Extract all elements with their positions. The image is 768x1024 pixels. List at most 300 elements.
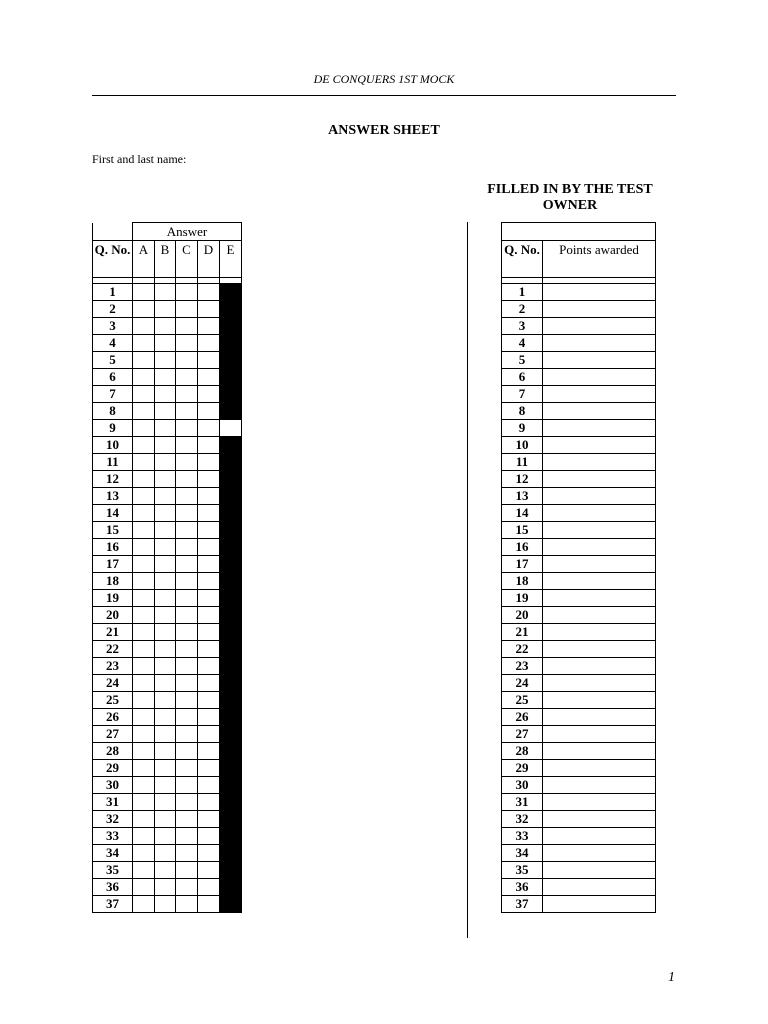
answer-cell-disabled	[220, 726, 242, 743]
answer-cell-d[interactable]	[198, 505, 220, 522]
answer-cell-d[interactable]	[198, 624, 220, 641]
owner-row	[502, 726, 656, 743]
question-number: 16	[93, 539, 133, 556]
answer-row	[93, 845, 242, 862]
answer-row	[93, 896, 242, 913]
points-cell[interactable]	[543, 811, 656, 828]
answer-cell-b[interactable]	[155, 828, 176, 845]
owner-row	[502, 352, 656, 369]
answer-cell-a[interactable]	[133, 658, 155, 675]
answer-cell-d[interactable]	[198, 369, 220, 386]
owner-section-title: FILLED IN BY THE TEST OWNER	[487, 182, 653, 213]
answer-row	[93, 811, 242, 828]
answer-cell-c[interactable]	[176, 811, 198, 828]
answer-cell-c[interactable]	[176, 590, 198, 607]
answer-cell-c[interactable]	[176, 845, 198, 862]
owner-row	[502, 879, 656, 896]
answer-cell-disabled	[220, 454, 242, 471]
answer-cell-a[interactable]	[133, 726, 155, 743]
points-cell[interactable]	[543, 845, 656, 862]
question-number: 32	[93, 811, 133, 828]
answer-cell-c[interactable]	[176, 420, 198, 437]
points-cell[interactable]	[543, 726, 656, 743]
question-number: 17	[502, 556, 543, 573]
question-number: 37	[93, 896, 133, 913]
question-number: 24	[93, 675, 133, 692]
answer-cell-d[interactable]	[198, 743, 220, 760]
points-cell[interactable]	[543, 709, 656, 726]
question-number: 34	[502, 845, 543, 862]
question-number: 23	[502, 658, 543, 675]
option-header-d: D	[198, 241, 220, 278]
answer-cell-b[interactable]	[155, 794, 176, 811]
qno-header: Q. No.	[502, 241, 543, 278]
answer-cell-b[interactable]	[155, 709, 176, 726]
points-cell[interactable]	[543, 556, 656, 573]
question-number: 31	[502, 794, 543, 811]
points-cell[interactable]	[543, 505, 656, 522]
answer-cell-c[interactable]	[176, 743, 198, 760]
answer-row	[93, 505, 242, 522]
points-cell[interactable]	[543, 437, 656, 454]
answer-cell-c[interactable]	[176, 896, 198, 913]
answer-cell-a[interactable]	[133, 777, 155, 794]
answer-cell-a[interactable]	[133, 454, 155, 471]
answer-row	[93, 352, 242, 369]
points-cell[interactable]	[543, 641, 656, 658]
answer-cell-a[interactable]	[133, 471, 155, 488]
question-number: 28	[93, 743, 133, 760]
points-cell[interactable]	[543, 862, 656, 879]
answer-cell-a[interactable]	[133, 522, 155, 539]
question-number: 18	[502, 573, 543, 590]
answer-cell-c[interactable]	[176, 437, 198, 454]
answer-cell-disabled	[220, 777, 242, 794]
answer-row	[93, 709, 242, 726]
option-header-b: B	[155, 241, 176, 278]
answer-cell-c[interactable]	[176, 369, 198, 386]
answer-cell-c[interactable]	[176, 828, 198, 845]
answer-cell-c[interactable]	[176, 641, 198, 658]
answer-row	[93, 437, 242, 454]
owner-row	[502, 641, 656, 658]
answer-cell-b[interactable]	[155, 437, 176, 454]
answer-cell-c[interactable]	[176, 301, 198, 318]
answer-cell-c[interactable]	[176, 675, 198, 692]
answer-cell-a[interactable]	[133, 437, 155, 454]
answer-cell-disabled	[220, 505, 242, 522]
points-cell[interactable]	[543, 879, 656, 896]
question-number: 7	[502, 386, 543, 403]
answer-row	[93, 743, 242, 760]
answer-row	[93, 675, 242, 692]
answer-cell-b[interactable]	[155, 505, 176, 522]
question-number: 27	[93, 726, 133, 743]
answer-cell-d[interactable]	[198, 658, 220, 675]
sheet-title: ANSWER SHEET	[328, 123, 440, 138]
answer-cell-d[interactable]	[198, 403, 220, 420]
question-number: 11	[502, 454, 543, 471]
question-number: 5	[93, 352, 133, 369]
points-cell[interactable]	[543, 573, 656, 590]
answer-row	[93, 658, 242, 675]
question-number: 32	[502, 811, 543, 828]
points-cell[interactable]	[543, 488, 656, 505]
question-number: 23	[93, 658, 133, 675]
points-cell[interactable]	[543, 318, 656, 335]
answer-cell-disabled	[220, 284, 242, 301]
name-label: First and last name:	[92, 152, 187, 166]
answer-cell-b[interactable]	[155, 403, 176, 420]
answer-cell-d[interactable]	[198, 539, 220, 556]
answer-cell-d[interactable]	[198, 318, 220, 335]
owner-row	[502, 386, 656, 403]
answer-cell-b[interactable]	[155, 607, 176, 624]
answer-row	[93, 369, 242, 386]
answer-cell-d[interactable]	[198, 386, 220, 403]
answer-cell-a[interactable]	[133, 794, 155, 811]
answer-cell-d[interactable]	[198, 862, 220, 879]
answer-cell-d[interactable]	[198, 845, 220, 862]
answer-cell-a[interactable]	[133, 862, 155, 879]
points-cell[interactable]	[543, 471, 656, 488]
answer-cell-d[interactable]	[198, 352, 220, 369]
owner-row	[502, 488, 656, 505]
answer-cell-c[interactable]	[176, 403, 198, 420]
answer-cell-d[interactable]	[198, 777, 220, 794]
answer-cell-c[interactable]	[176, 284, 198, 301]
answer-cell-c[interactable]	[176, 879, 198, 896]
answer-cell-a[interactable]	[133, 624, 155, 641]
points-cell[interactable]	[543, 896, 656, 913]
answer-cell-a[interactable]	[133, 641, 155, 658]
question-number: 21	[93, 624, 133, 641]
answer-cell-d[interactable]	[198, 301, 220, 318]
answer-cell-disabled	[220, 828, 242, 845]
answer-row	[93, 607, 242, 624]
answer-cell-b[interactable]	[155, 777, 176, 794]
answer-cell-d[interactable]	[198, 488, 220, 505]
answer-row	[93, 624, 242, 641]
answer-cell-disabled	[220, 743, 242, 760]
answer-cell-a[interactable]	[133, 318, 155, 335]
answer-cell-b[interactable]	[155, 760, 176, 777]
answer-row	[93, 879, 242, 896]
answer-cell-b[interactable]	[155, 556, 176, 573]
question-number: 25	[93, 692, 133, 709]
points-cell[interactable]	[543, 369, 656, 386]
answer-cell-a[interactable]	[133, 335, 155, 352]
question-number: 15	[502, 522, 543, 539]
question-number: 20	[93, 607, 133, 624]
owner-row	[502, 743, 656, 760]
answer-row	[93, 522, 242, 539]
question-number: 2	[502, 301, 543, 318]
owner-row	[502, 284, 656, 301]
answer-cell-b[interactable]	[155, 726, 176, 743]
answer-cell-c[interactable]	[176, 488, 198, 505]
answer-cell-a[interactable]	[133, 828, 155, 845]
answer-cell-a[interactable]	[133, 556, 155, 573]
points-cell[interactable]	[543, 794, 656, 811]
question-number: 4	[502, 335, 543, 352]
answer-cell-b[interactable]	[155, 811, 176, 828]
points-cell[interactable]	[543, 301, 656, 318]
answer-cell-d[interactable]	[198, 709, 220, 726]
answer-cell-b[interactable]	[155, 743, 176, 760]
option-header-a: A	[133, 241, 155, 278]
points-cell[interactable]	[543, 760, 656, 777]
answer-cell-c[interactable]	[176, 709, 198, 726]
answer-cell-b[interactable]	[155, 658, 176, 675]
answer-cell-disabled	[220, 369, 242, 386]
question-number: 1	[93, 284, 133, 301]
answer-cell-a[interactable]	[133, 403, 155, 420]
answer-cell-d[interactable]	[198, 692, 220, 709]
answer-cell-b[interactable]	[155, 471, 176, 488]
points-cell[interactable]	[543, 590, 656, 607]
points-cell[interactable]	[543, 539, 656, 556]
answer-cell-a[interactable]	[133, 743, 155, 760]
answer-cell-b[interactable]	[155, 488, 176, 505]
answer-cell-d[interactable]	[198, 471, 220, 488]
answer-cell-c[interactable]	[176, 471, 198, 488]
points-cell[interactable]	[543, 420, 656, 437]
answer-cell-a[interactable]	[133, 675, 155, 692]
header-rule	[92, 95, 676, 96]
question-number: 8	[502, 403, 543, 420]
answer-cell-b[interactable]	[155, 369, 176, 386]
answer-cell-d[interactable]	[198, 726, 220, 743]
answer-row	[93, 828, 242, 845]
question-number: 6	[93, 369, 133, 386]
owner-row	[502, 624, 656, 641]
owner-row	[502, 301, 656, 318]
answer-cell-d[interactable]	[198, 828, 220, 845]
answer-cell-a[interactable]	[133, 539, 155, 556]
answer-cell-b[interactable]	[155, 301, 176, 318]
question-number: 22	[93, 641, 133, 658]
answer-cell-disabled	[220, 862, 242, 879]
points-cell[interactable]	[543, 692, 656, 709]
owner-row	[502, 335, 656, 352]
answer-cell-a[interactable]	[133, 420, 155, 437]
answer-cell-a[interactable]	[133, 505, 155, 522]
question-number: 29	[502, 760, 543, 777]
answer-cell-c[interactable]	[176, 335, 198, 352]
answer-row	[93, 386, 242, 403]
answer-cell-c[interactable]	[176, 777, 198, 794]
answer-cell-d[interactable]	[198, 454, 220, 471]
answer-cell-d[interactable]	[198, 879, 220, 896]
answer-cell-d[interactable]	[198, 811, 220, 828]
answer-cell-d[interactable]	[198, 573, 220, 590]
owner-row	[502, 573, 656, 590]
points-cell[interactable]	[543, 386, 656, 403]
answer-row	[93, 471, 242, 488]
answer-cell-b[interactable]	[155, 590, 176, 607]
answer-cell-disabled	[220, 386, 242, 403]
answer-cell-b[interactable]	[155, 692, 176, 709]
answer-cell-c[interactable]	[176, 624, 198, 641]
points-cell[interactable]	[543, 403, 656, 420]
answer-cell-d[interactable]	[198, 522, 220, 539]
question-number: 19	[93, 590, 133, 607]
question-number: 3	[93, 318, 133, 335]
points-cell[interactable]	[543, 743, 656, 760]
answer-cell-d[interactable]	[198, 607, 220, 624]
answer-cell-c[interactable]	[176, 318, 198, 335]
column-divider	[467, 222, 468, 938]
owner-row	[502, 437, 656, 454]
answer-cell-b[interactable]	[155, 896, 176, 913]
question-number: 3	[502, 318, 543, 335]
answer-cell-d[interactable]	[198, 556, 220, 573]
question-number: 26	[93, 709, 133, 726]
answer-cell-b[interactable]	[155, 879, 176, 896]
answer-cell-a[interactable]	[133, 369, 155, 386]
answer-cell-b[interactable]	[155, 522, 176, 539]
answer-cell-a[interactable]	[133, 760, 155, 777]
answer-cell-c[interactable]	[176, 862, 198, 879]
answer-cell-a[interactable]	[133, 573, 155, 590]
answer-cell-d[interactable]	[198, 896, 220, 913]
answer-cell-c[interactable]	[176, 454, 198, 471]
question-number: 22	[502, 641, 543, 658]
question-number: 34	[93, 845, 133, 862]
owner-row	[502, 862, 656, 879]
answer-cell-disabled	[220, 301, 242, 318]
answer-cell-c[interactable]	[176, 692, 198, 709]
question-number: 31	[93, 794, 133, 811]
answer-cell-d[interactable]	[198, 641, 220, 658]
answer-cell-disabled	[220, 352, 242, 369]
answer-cell-d[interactable]	[198, 590, 220, 607]
question-number: 35	[502, 862, 543, 879]
answer-cell-a[interactable]	[133, 590, 155, 607]
question-number: 4	[93, 335, 133, 352]
answer-row	[93, 556, 242, 573]
answer-cell-a[interactable]	[133, 284, 155, 301]
answer-cell-d[interactable]	[198, 437, 220, 454]
answer-cell-d[interactable]	[198, 420, 220, 437]
answer-cell-b[interactable]	[155, 284, 176, 301]
answer-cell-c[interactable]	[176, 556, 198, 573]
answer-cell-c[interactable]	[176, 386, 198, 403]
points-cell[interactable]	[543, 284, 656, 301]
points-cell[interactable]	[543, 352, 656, 369]
answer-cell-c[interactable]	[176, 573, 198, 590]
answer-cell-b[interactable]	[155, 862, 176, 879]
owner-row	[502, 454, 656, 471]
answer-cell-b[interactable]	[155, 573, 176, 590]
answer-group-header: Answer	[133, 223, 242, 241]
answer-cell-c[interactable]	[176, 658, 198, 675]
points-cell[interactable]	[543, 624, 656, 641]
answer-cell-d[interactable]	[198, 794, 220, 811]
answer-cell-a[interactable]	[133, 896, 155, 913]
answer-cell-c[interactable]	[176, 726, 198, 743]
answer-cell-b[interactable]	[155, 386, 176, 403]
answer-cell-c[interactable]	[176, 522, 198, 539]
question-number: 35	[93, 862, 133, 879]
answer-cell-c[interactable]	[176, 505, 198, 522]
points-cell[interactable]	[543, 675, 656, 692]
answer-cell-disabled	[220, 658, 242, 675]
answer-cell-c[interactable]	[176, 352, 198, 369]
answer-cell-c[interactable]	[176, 539, 198, 556]
answer-cell-a[interactable]	[133, 352, 155, 369]
points-cell[interactable]	[543, 777, 656, 794]
owner-row	[502, 318, 656, 335]
answer-cell-d[interactable]	[198, 335, 220, 352]
answer-cell-disabled	[220, 318, 242, 335]
question-number: 6	[502, 369, 543, 386]
owner-row	[502, 709, 656, 726]
answer-cell-a[interactable]	[133, 386, 155, 403]
points-cell[interactable]	[543, 658, 656, 675]
answer-cell-disabled	[220, 335, 242, 352]
answer-cell-b[interactable]	[155, 335, 176, 352]
points-cell[interactable]	[543, 335, 656, 352]
answer-cell-disabled	[220, 573, 242, 590]
answer-row	[93, 284, 242, 301]
answer-cell-b[interactable]	[155, 539, 176, 556]
answer-cell-b[interactable]	[155, 454, 176, 471]
points-cell[interactable]	[543, 454, 656, 471]
answer-cell-d[interactable]	[198, 675, 220, 692]
question-number: 11	[93, 454, 133, 471]
answer-cell-a[interactable]	[133, 301, 155, 318]
answer-cell-b[interactable]	[155, 352, 176, 369]
question-number: 36	[93, 879, 133, 896]
answer-cell-b[interactable]	[155, 318, 176, 335]
question-number: 20	[502, 607, 543, 624]
answer-cell-disabled	[220, 488, 242, 505]
answer-cell-disabled	[220, 692, 242, 709]
answer-cell-c[interactable]	[176, 607, 198, 624]
answer-cell-a[interactable]	[133, 811, 155, 828]
points-cell[interactable]	[543, 828, 656, 845]
answer-cell-e[interactable]	[220, 420, 242, 437]
answer-row	[93, 318, 242, 335]
answer-cell-b[interactable]	[155, 641, 176, 658]
answer-row	[93, 454, 242, 471]
answer-cell-c[interactable]	[176, 794, 198, 811]
answer-cell-a[interactable]	[133, 488, 155, 505]
owner-row	[502, 675, 656, 692]
points-cell[interactable]	[543, 522, 656, 539]
answer-cell-b[interactable]	[155, 675, 176, 692]
answer-cell-d[interactable]	[198, 284, 220, 301]
owner-row	[502, 539, 656, 556]
question-number: 9	[93, 420, 133, 437]
answer-cell-c[interactable]	[176, 760, 198, 777]
question-number: 10	[93, 437, 133, 454]
points-cell[interactable]	[543, 607, 656, 624]
answer-cell-a[interactable]	[133, 692, 155, 709]
answer-cell-disabled	[220, 896, 242, 913]
answer-cell-a[interactable]	[133, 709, 155, 726]
answer-cell-a[interactable]	[133, 845, 155, 862]
answer-cell-b[interactable]	[155, 624, 176, 641]
answer-cell-b[interactable]	[155, 845, 176, 862]
answer-cell-a[interactable]	[133, 607, 155, 624]
answer-cell-d[interactable]	[198, 760, 220, 777]
answer-cell-b[interactable]	[155, 420, 176, 437]
answer-cell-a[interactable]	[133, 879, 155, 896]
question-number: 28	[502, 743, 543, 760]
